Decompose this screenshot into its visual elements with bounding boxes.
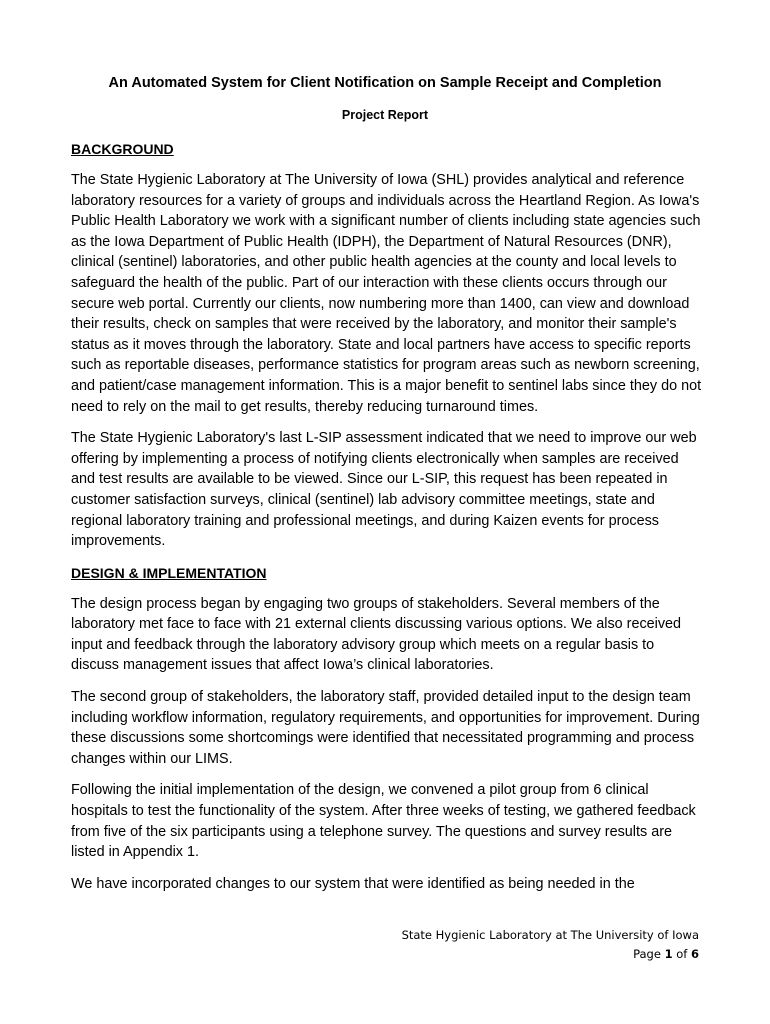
page-of: of <box>672 947 691 961</box>
design-paragraph-2: The second group of stakeholders, the laboratory staff, provided detailed input to the design team including workflow information, regulatory requirements, and opportunities for improvement. During these discussions some shortcomings were identified that necessitated programming and process changes within our LIMS. <box>71 689 700 767</box>
document-title: An Automated System for Client Notification on Sample Receipt and Completion <box>108 75 662 91</box>
design-paragraph-1: The design process began by engaging two groups of stakeholders. Several members of the laboratory met face to face with 21 external clients discussing various options. We also received input and feedback through the laboratory advisory group which meets on a regular basis to discuss management issues that affect Iowa’s clinical laboratories. <box>71 595 682 674</box>
background-paragraph-2: The State Hygienic Laboratory's last L-SIP assessment indicated that we need to improve our web offering by implementing a process of notifying clients electronically when samples are received and test results are available to be viewed. Since our L-SIP, this request has been repeated in customer satisfaction surveys, clinical (sentinel) lab advisory committee meetings, state and regional laboratory training and professional meetings, and during Kaizen events for process improvements. <box>71 430 697 550</box>
document-subtitle: Project Report <box>341 108 429 122</box>
page-prefix: Page <box>633 947 665 961</box>
background-paragraph-1: The State Hygienic Laboratory at The University of Iowa (SHL) provides analytical and reference laboratory resources for a variety of groups and individuals across the Heartland Region. As Iowa's Public Health Laboratory we work with a significant number of clients including state agencies such as the Iowa Department of Public Health (IDPH), the Department of Natural Resources (DNR), clinical (sentinel) laboratories, and other public health agencies at the county and local levels to safeguard the health of the public. Part of our interaction with these clients occurs through our secure web portal. Currently our clients, now numbering more than 1400, can view and download their results, check on samples that were received by the laboratory, and monitor their sample's status as it moves through the laboratory. State and local partners have access to specific reports such as reportable diseases, performance statistics for program areas such as newborn screening, and patient/case management information. This is a major benefit to sentinel labs since they do not need to rely on the mail to get results, thereby reducing turnaround times. <box>71 172 702 415</box>
design-paragraph-4: We have incorporated changes to our system that were identified as being needed in the <box>71 875 635 892</box>
document-body <box>71 139 703 905</box>
page-footer <box>402 926 699 964</box>
footer-page-number <box>402 945 699 964</box>
design-paragraph-3: Following the initial implementation of the design, we convened a pilot group from 6 clinical hospitals to test the functionality of the system. After three weeks of testing, we gathered feedback from five of the six participants using a telephone survey. The questions and survey results are listed in Appendix 1. <box>71 782 696 861</box>
footer-organization: State Hygienic Laboratory at The University of Iowa <box>401 928 699 942</box>
page-current: 1 <box>664 947 673 961</box>
section-heading-design: DESIGN & IMPLEMENTATION <box>71 564 267 581</box>
page-total: 6 <box>690 947 699 961</box>
section-heading-background: BACKGROUND <box>71 141 174 157</box>
